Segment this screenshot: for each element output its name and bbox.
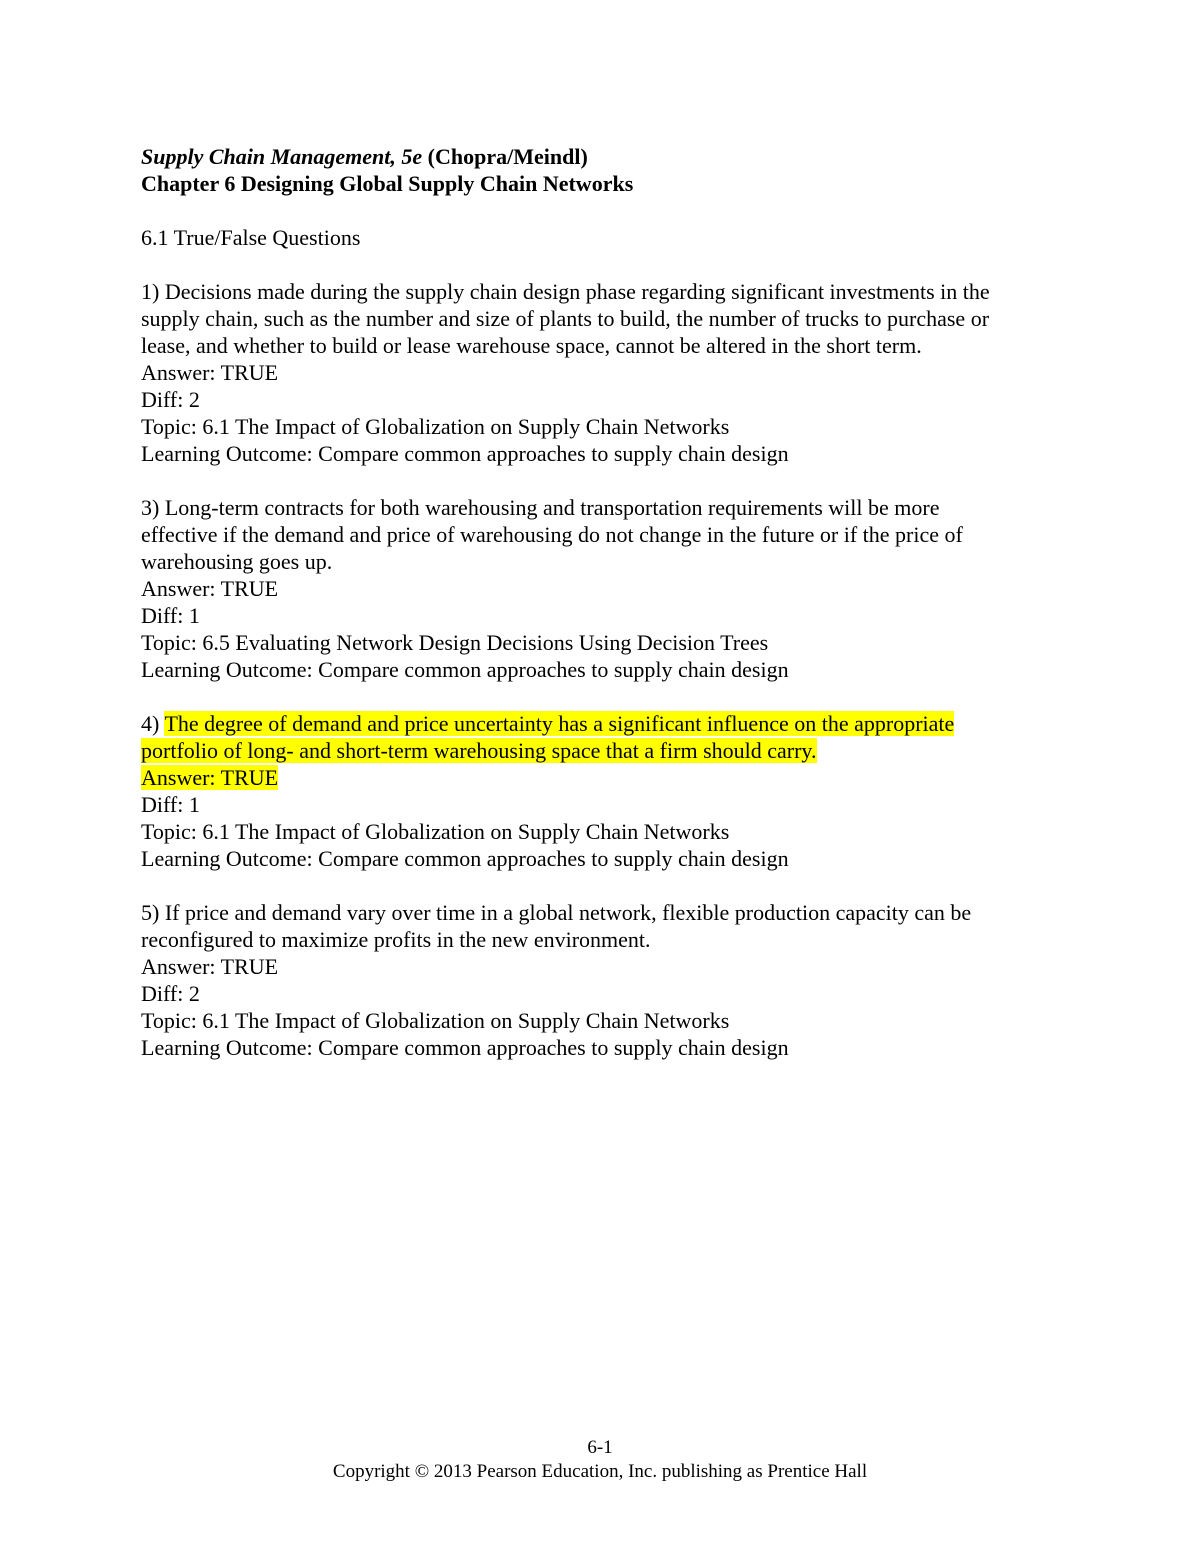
answer-line: Answer: TRUE (141, 954, 279, 979)
answer-line: Answer: TRUE (141, 576, 279, 601)
question-text-line: 3) Long-term contracts for both warehousing and transportation requirements will be more (141, 495, 940, 520)
section-heading: 6.1 True/False Questions (141, 225, 361, 250)
question-block (141, 899, 1061, 1061)
highlighted-answer: Answer: TRUE (141, 765, 279, 790)
question-text-line: lease, and whether to build or lease warehouse space, cannot be altered in the short term. (141, 333, 922, 358)
question-text-line: effective if the demand and price of warehousing do not change in the future or if the price of (141, 522, 963, 547)
book-title-line (141, 143, 1061, 170)
difficulty-line: Diff: 2 (141, 981, 200, 1006)
learning-outcome-line: Learning Outcome: Compare common approaches to supply chain design (141, 846, 789, 871)
spacer (141, 872, 1061, 899)
topic-line: Topic: 6.5 Evaluating Network Design Decisions Using Decision Trees (141, 630, 769, 655)
difficulty-line: Diff: 2 (141, 387, 200, 412)
question-text-line: 5) If price and demand vary over time in a global network, flexible production capacity can be (141, 900, 972, 925)
question-text-line: warehousing goes up. (141, 549, 333, 574)
document-body (141, 143, 1061, 1061)
difficulty-line: Diff: 1 (141, 603, 200, 628)
spacer (141, 251, 1061, 278)
question-number: 4) (141, 711, 165, 736)
book-title: Supply Chain Management, 5e (141, 144, 423, 169)
copyright-notice: Copyright © 2013 Pearson Education, Inc. publishing as Prentice Hall (332, 1461, 868, 1482)
difficulty-line: Diff: 1 (141, 792, 200, 817)
learning-outcome-line: Learning Outcome: Compare common approaches to supply chain design (141, 1035, 789, 1060)
answer-line: Answer: TRUE (141, 360, 279, 385)
question-block-highlighted (141, 710, 1061, 872)
chapter-title: Chapter 6 Designing Global Supply Chain Networks (141, 171, 634, 196)
spacer (141, 683, 1061, 710)
book-authors: (Chopra/Meindl) (422, 144, 588, 169)
question-text-line (141, 737, 1061, 764)
learning-outcome-line: Learning Outcome: Compare common approaches to supply chain design (141, 441, 789, 466)
topic-line: Topic: 6.1 The Impact of Globalization on Supply Chain Networks (141, 1008, 730, 1033)
learning-outcome-line: Learning Outcome: Compare common approaches to supply chain design (141, 657, 789, 682)
question-text-line: 1) Decisions made during the supply chain design phase regarding significant investments in the (141, 279, 990, 304)
question-block (141, 494, 1061, 683)
question-text-line: supply chain, such as the number and size of plants to build, the number of trucks to purchase or (141, 306, 990, 331)
spacer (141, 467, 1061, 494)
spacer (141, 197, 1061, 224)
question-block (141, 278, 1061, 467)
highlighted-text: The degree of demand and price uncertainty has a significant influence on the appropriate (164, 711, 955, 736)
topic-line: Topic: 6.1 The Impact of Globalization on Supply Chain Networks (141, 819, 730, 844)
question-text-line: reconfigured to maximize profits in the new environment. (141, 927, 651, 952)
highlighted-text: portfolio of long- and short-term warehousing space that a firm should carry. (141, 738, 817, 763)
question-text-line (141, 710, 1061, 737)
answer-line (141, 764, 1061, 791)
page-number: 6-1 (587, 1437, 613, 1458)
topic-line: Topic: 6.1 The Impact of Globalization on Supply Chain Networks (141, 414, 730, 439)
